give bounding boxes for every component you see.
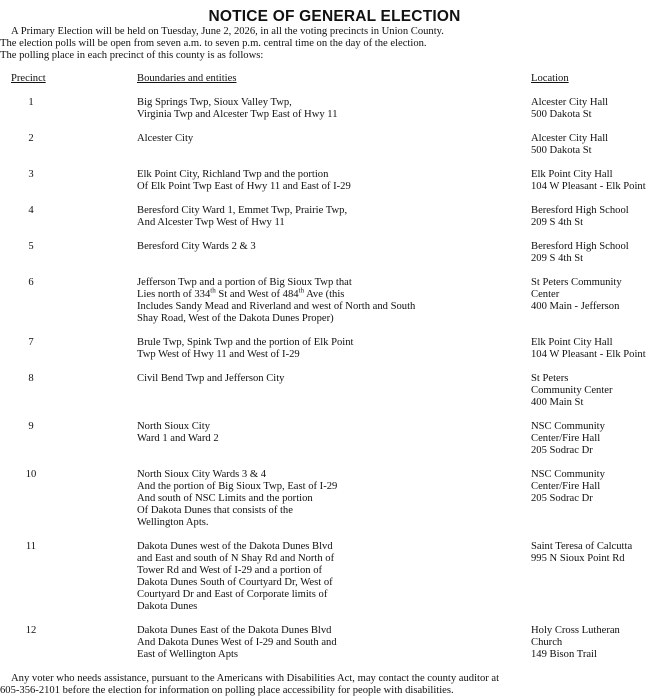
location-line: 400 Main St [531, 397, 584, 408]
location-line: Elk Point City Hall [531, 337, 613, 348]
location-line: 205 Sodrac Dr [531, 445, 593, 456]
intro-line: The election polls will be open from seven a.m. to seven p.m. central time on the day of the election. [0, 38, 427, 49]
precinct-boundaries [137, 541, 527, 613]
precinct-number: 2 [28, 133, 34, 144]
precinct-boundaries [137, 97, 527, 121]
location-line: 104 W Pleasant - Elk Point [531, 349, 646, 360]
location-line: St Peters Community [531, 277, 622, 288]
boundary-line: Elk Point City, Richland Twp and the portion [137, 169, 329, 180]
location-line: Alcester City Hall [531, 97, 609, 108]
boundary-line: Jefferson Twp and a portion of Big Sioux Twp that [137, 277, 352, 288]
precinct-number: 6 [28, 277, 34, 288]
boundary-line: Alcester City [137, 133, 194, 144]
precinct-number: 7 [28, 337, 34, 348]
precinct-boundaries [137, 373, 527, 385]
polling-location [531, 469, 669, 505]
location-line: 205 Sodrac Dr [531, 493, 593, 504]
boundary-line: Includes Sandy Mead and Riverland and west of North and South [137, 301, 416, 312]
boundary-line: Big Springs Twp, Sioux Valley Twp, [137, 97, 292, 108]
boundary-line: Courtyard Dr and East of Corporate limits of [137, 589, 328, 600]
polling-location [531, 241, 669, 265]
polling-location [531, 205, 669, 229]
location-line: Community Center [531, 385, 613, 396]
location-line: Center [531, 289, 560, 300]
footer-line: Any voter who needs assistance, pursuant to the Americans with Disabilities Act, may contact the county auditor at [11, 673, 500, 684]
boundary-line: Beresford City Wards 2 & 3 [137, 241, 256, 252]
precinct-boundaries [137, 169, 527, 193]
boundary-line: North Sioux City [137, 421, 210, 432]
precinct-boundaries [137, 625, 527, 661]
location-line: NSC Community [531, 469, 605, 480]
intro-line: The polling place in each precinct of this county is as follows: [0, 50, 264, 61]
boundary-line: Tower Rd and West of I-29 and a portion of [137, 565, 323, 576]
location-line: Church [531, 637, 563, 648]
location-line: 995 N Sioux Point Rd [531, 553, 625, 564]
location-line: Beresford High School [531, 205, 629, 216]
notice-title: NOTICE OF GENERAL ELECTION [208, 8, 461, 25]
precinct-number: 3 [28, 169, 34, 180]
location-line: Beresford High School [531, 241, 629, 252]
polling-location [531, 277, 669, 313]
polling-location [531, 133, 669, 157]
location-line: St Peters [531, 373, 569, 384]
precinct-number: 1 [28, 97, 34, 108]
precinct-boundaries [137, 133, 527, 145]
footer-paragraph [0, 673, 669, 697]
precinct-number: 4 [28, 205, 34, 216]
location-line: Alcester City Hall [531, 133, 609, 144]
location-line: 104 W Pleasant - Elk Point [531, 181, 646, 192]
precinct-number: 8 [28, 373, 34, 384]
precinct-boundaries [137, 421, 527, 445]
boundary-line: And Dakota Dunes West of I-29 and South and [137, 637, 337, 648]
intro-line: A Primary Election will be held on Tuesday, June 2, 2026, in all the voting precincts in Union County. [11, 26, 444, 37]
boundary-line: Brule Twp, Spink Twp and the portion of Elk Point [137, 337, 354, 348]
precinct-boundaries [137, 469, 527, 529]
polling-location [531, 337, 669, 361]
location-line: NSC Community [531, 421, 605, 432]
boundary-line: Shay Road, West of the Dakota Dunes Proper) [137, 313, 334, 324]
precinct-number: 12 [25, 625, 37, 636]
header-precinct: Precinct [11, 73, 46, 84]
location-line: 149 Bison Trail [531, 649, 597, 660]
boundary-line: Of Elk Point Twp East of Hwy 11 and East of I-29 [137, 181, 351, 192]
boundary-line: and East and south of N Shay Rd and North of [137, 553, 335, 564]
boundary-line: East of Wellington Apts [137, 649, 239, 660]
location-line: Center/Fire Hall [531, 481, 601, 492]
boundary-line: Dakota Dunes [137, 601, 198, 612]
boundary-line: Virginia Twp and Alcester Twp East of Hwy 11 [137, 109, 338, 120]
location-line: 500 Dakota St [531, 109, 592, 120]
precinct-number: 10 [25, 469, 37, 480]
boundary-line: Civil Bend Twp and Jefferson City [137, 373, 285, 384]
polling-location [531, 625, 669, 661]
footer-line: 605-356-2101 before the election for information on polling place accessibility for people with disabilities. [0, 685, 454, 696]
boundary-line: And south of NSC Limits and the portion [137, 493, 313, 504]
polling-location [531, 373, 669, 409]
precinct-number: 9 [28, 421, 34, 432]
boundary-line: North Sioux City Wards 3 & 4 [137, 469, 267, 480]
polling-location [531, 541, 669, 565]
header-boundaries: Boundaries and entities [137, 73, 237, 84]
boundary-line: Beresford City Ward 1, Emmet Twp, Prairie Twp, [137, 205, 348, 216]
location-line: 500 Dakota St [531, 145, 592, 156]
location-line: Center/Fire Hall [531, 433, 601, 444]
precinct-boundaries [137, 277, 527, 325]
location-line: Saint Teresa of Calcutta [531, 541, 633, 552]
boundary-line: Dakota Dunes East of the Dakota Dunes Blvd [137, 625, 332, 636]
precinct-boundaries [137, 205, 527, 229]
location-line: Holy Cross Lutheran [531, 625, 620, 636]
boundary-line: Dakota Dunes west of the Dakota Dunes Blvd [137, 541, 333, 552]
boundary-line: Twp West of Hwy 11 and West of I-29 [137, 349, 300, 360]
precinct-boundaries [137, 337, 527, 361]
precinct-boundaries [137, 241, 527, 253]
boundary-line: Of Dakota Dunes that consists of the [137, 505, 293, 516]
location-line: 209 S 4th St [531, 217, 584, 228]
intro-paragraph [0, 26, 669, 62]
location-line: 209 S 4th St [531, 253, 584, 264]
precinct-number: 11 [25, 541, 37, 552]
boundary-line: Lies north of 334th St and West of 484th Ave (this [137, 286, 345, 300]
location-line: Elk Point City Hall [531, 169, 613, 180]
boundary-line: Wellington Apts. [137, 517, 209, 528]
boundary-line: Ward 1 and Ward 2 [137, 433, 219, 444]
polling-location [531, 169, 669, 193]
boundary-line: And the portion of Big Sioux Twp, East of I-29 [137, 481, 338, 492]
polling-location [531, 421, 669, 457]
boundary-line: Dakota Dunes South of Courtyard Dr, West of [137, 577, 333, 588]
precinct-number: 5 [28, 241, 34, 252]
polling-location [531, 97, 669, 121]
header-location: Location [531, 73, 569, 84]
boundary-line: And Alcester Twp West of Hwy 11 [137, 217, 285, 228]
location-line: 400 Main - Jefferson [531, 301, 620, 312]
